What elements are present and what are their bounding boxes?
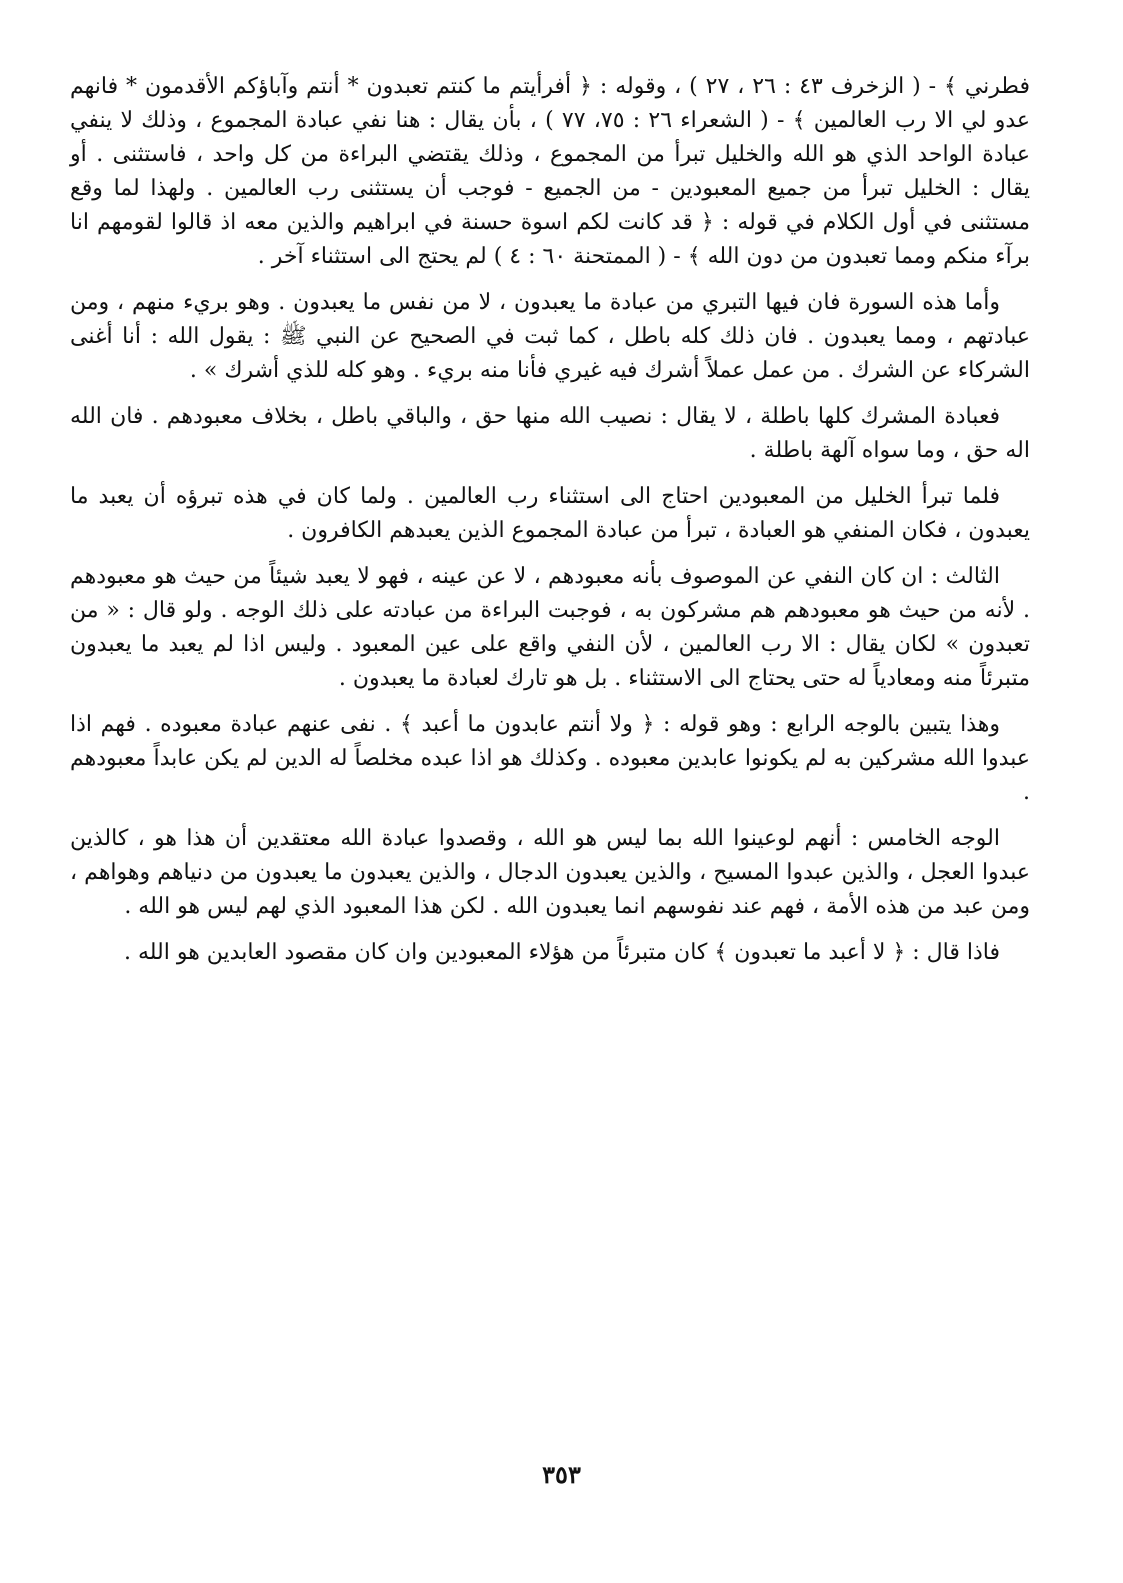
paragraph-8: فاذا قال : ﴿ لا أعبد ما تعبدون ﴾ كان متبرئاً من هؤلاء المعبودين وان كان مقصود العابدين هو الله . (123, 940, 1000, 965)
page-number: ٣٥٣ (542, 1460, 581, 1489)
paragraph-4: فلما تبرأ الخليل من المعبودين احتاج الى استثناء رب العالمين . ولما كان في هذه تبرؤه أن يعبد ما يعبدون ، فكان المنفي هو العبادة ، تبرأ من عبادة المجموع الذين يعبدهم الكافرون . (70, 484, 1030, 543)
page-body (70, 70, 1030, 982)
paragraph-2: وأما هذه السورة فان فيها التبري من عبادة ما يعبدون ، لا من نفس ما يعبدون . وهو بريء منهم ، ومن عبادتهم ، ومما يعبدون . فان ذلك كله باطل ، كما ثبت في الصحيح عن النبي ﷺ : يقول الله : أنا أغنى الشركاء عن الشرك . من عمل عملاً أشرك فيه غيري فأنا منه بريء . وهو كله للذي أشرك » . (70, 290, 1030, 383)
paragraph-6: وهذا يتبين بالوجه الرابع : وهو قوله : ﴿ ولا أنتم عابدون ما أعبد ﴾ . نفى عنهم عبادة معبوده . فهم اذا عبدوا الله مشركين به لم يكونوا عابدين معبوده . وكذلك هو اذا عبده مخلصاً له الدين لم يكن عابداً معبودهم . (70, 712, 1030, 805)
paragraph-7: الوجه الخامس : أنهم لوعينوا الله بما ليس هو الله ، وقصدوا عبادة الله معتقدين أن هذا هو ، كالذين عبدوا العجل ، والذين عبدوا المسيح ، والذين يعبدون الدجال ، والذين يعبدون ما يعبدون من دنياهم وهواهم ، ومن عبد من هذه الأمة ، فهم عند نفوسهم انما يعبدون الله . لكن هذا المعبود الذي لهم ليس هو الله . (70, 826, 1030, 919)
paragraph-1: فطرني ﴾ - ( الزخرف ٤٣ : ٢٦ ، ٢٧ ) ، وقوله : ﴿ أفرأيتم ما كنتم تعبدون * أنتم وآباؤكم الأقدمون * فانهم عدو لي الا رب العالمين ﴾ - ( الشعراء ٢٦ : ٧٥، ٧٧ ) ، بأن يقال : هنا نفي عبادة المجموع ، وذلك لا ينفي عبادة الواحد الذي هو الله والخليل تبرأ من المجموع ، وذلك يقتضي البراءة من كل واحد ، فاستثنى . أو يقال : الخليل تبرأ من جميع المعبودين - من الجميع - فوجب أن يستثنى رب العالمين . ولهذا لما وقع مستثنى في أول الكلام في قوله : ﴿ قد كانت لكم اسوة حسنة في ابراهيم والذين معه اذ قالوا لقومهم انا برآء منكم ومما تعبدون من دون الله ﴾ - ( الممتحنة ٦٠ : ٤ ) لم يحتج الى استثناء آخر . (70, 74, 1030, 269)
paragraph-5: الثالث : ان كان النفي عن الموصوف بأنه معبودهم ، لا عن عينه ، فهو لا يعبد شيئاً من حيث هو معبودهم . لأنه من حيث هو معبودهم هم مشركون به ، فوجبت البراءة من عبادته على ذلك الوجه . ولو قال : « من تعبدون » لكان يقال : الا رب العالمين ، لأن النفي واقع على عين المعبود . وليس اذا لم يعبد ما يعبدون متبرئاً منه ومعادياً له حتى يحتاج الى الاستثناء . بل هو تارك لعبادة ما يعبدون . (70, 564, 1030, 691)
paragraph-3: فعبادة المشرك كلها باطلة ، لا يقال : نصيب الله منها حق ، والباقي باطل ، بخلاف معبودهم . فان الله اله حق ، وما سواه آلهة باطلة . (70, 404, 1030, 463)
